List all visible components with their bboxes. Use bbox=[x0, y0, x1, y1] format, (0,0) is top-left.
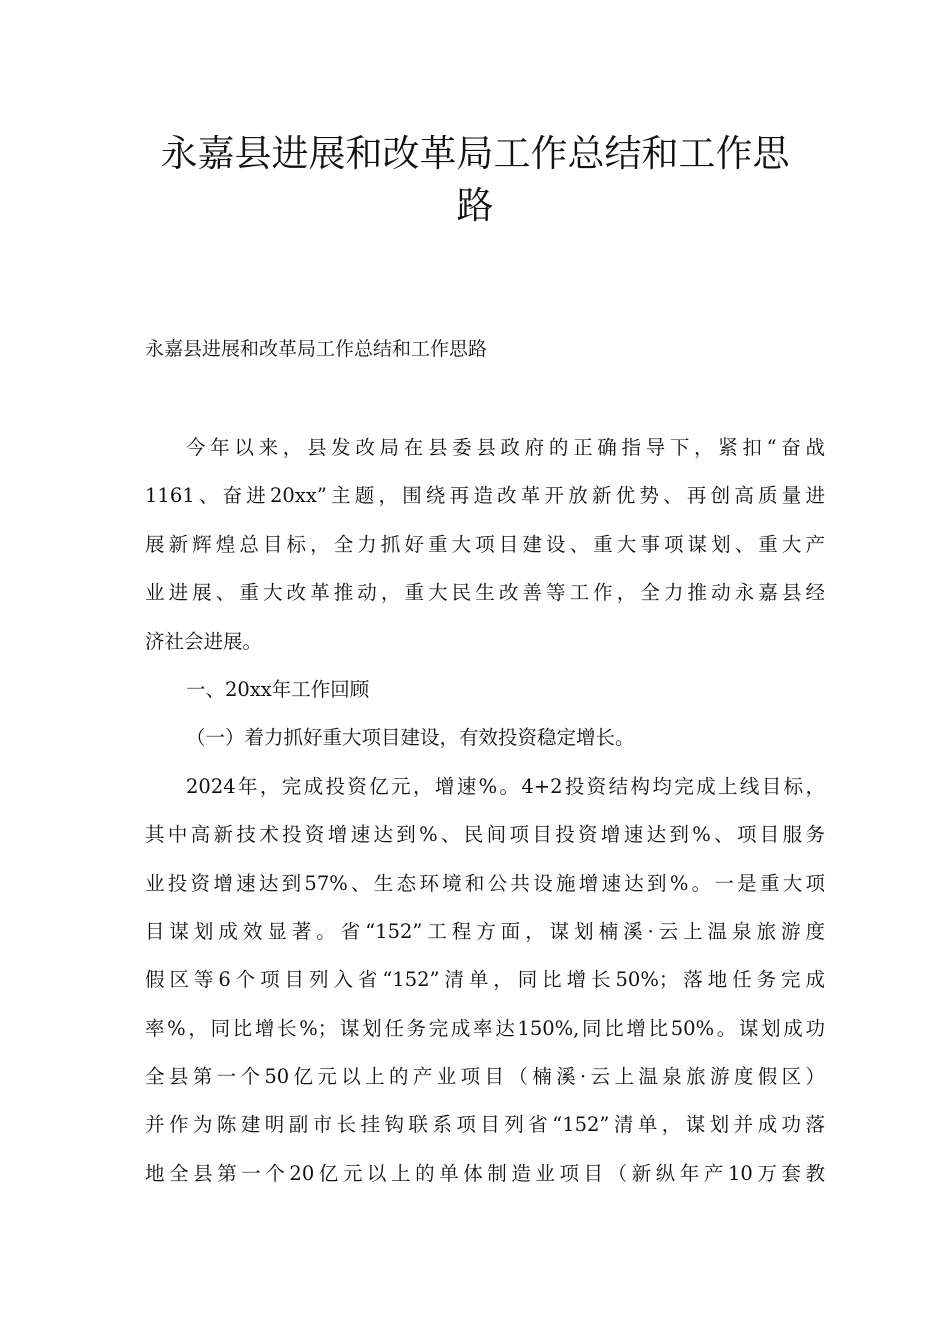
body-line: 济社会进展。 bbox=[145, 629, 263, 653]
document-subtitle: 永嘉县进展和改革局工作总结和工作思路 bbox=[145, 338, 488, 360]
body-line: 展新辉煌总目标，全力抓好重大项目建设、重大事项谋划、重大产 bbox=[145, 532, 825, 556]
body-line: 全县第一个50亿元以上的产业项目（楠溪·云上温泉旅游度假区） bbox=[145, 1065, 825, 1089]
body-line: 地全县第一个20亿元以上的单体制造业项目（新纵年产10万套教 bbox=[145, 1161, 825, 1185]
body-line: 率%，同比增长%；谋划任务完成率达150%,同比增比50%。谋划成功 bbox=[145, 1016, 825, 1040]
section-heading: 一、20xx年工作回顾 bbox=[186, 677, 370, 701]
body-line: 并作为陈建明副市长挂钩联系项目列省“152”清单，谋划并成功落 bbox=[145, 1113, 825, 1137]
body-line: 1161、奋进20xx”主题，围绕再造改革开放新优势、再创高质量进 bbox=[145, 484, 825, 508]
document-body bbox=[145, 431, 825, 1205]
body-line: 目谋划成效显著。省“152”工程方面，谋划楠溪·云上温泉旅游度 bbox=[145, 919, 825, 943]
body-line: 业投资增速达到57%、生态环境和公共设施增速达到%。一是重大项 bbox=[145, 871, 825, 895]
document-title bbox=[120, 128, 830, 232]
body-line: 2024年，完成投资亿元，增速%。4+2投资结构均完成上线目标， bbox=[186, 774, 825, 798]
body-line: 业进展、重大改革推动，重大民生改善等工作，全力推动永嘉县经 bbox=[145, 581, 825, 605]
document-title-line-2: 路 bbox=[456, 184, 494, 227]
subsection-heading: （一）着力抓好重大项目建设，有效投资稳定增长。 bbox=[186, 726, 635, 750]
document-title-line-1: 永嘉县进展和改革局工作总结和工作思 bbox=[160, 132, 790, 175]
body-line: 其中高新技术投资增速达到%、民间项目投资增速达到%、项目服务 bbox=[145, 823, 825, 847]
body-line: 假区等6个项目列入省“152”清单，同比增长50%；落地任务完成 bbox=[145, 968, 825, 992]
body-line: 今年以来，县发改局在县委县政府的正确指导下，紧扣“奋战 bbox=[186, 436, 825, 459]
